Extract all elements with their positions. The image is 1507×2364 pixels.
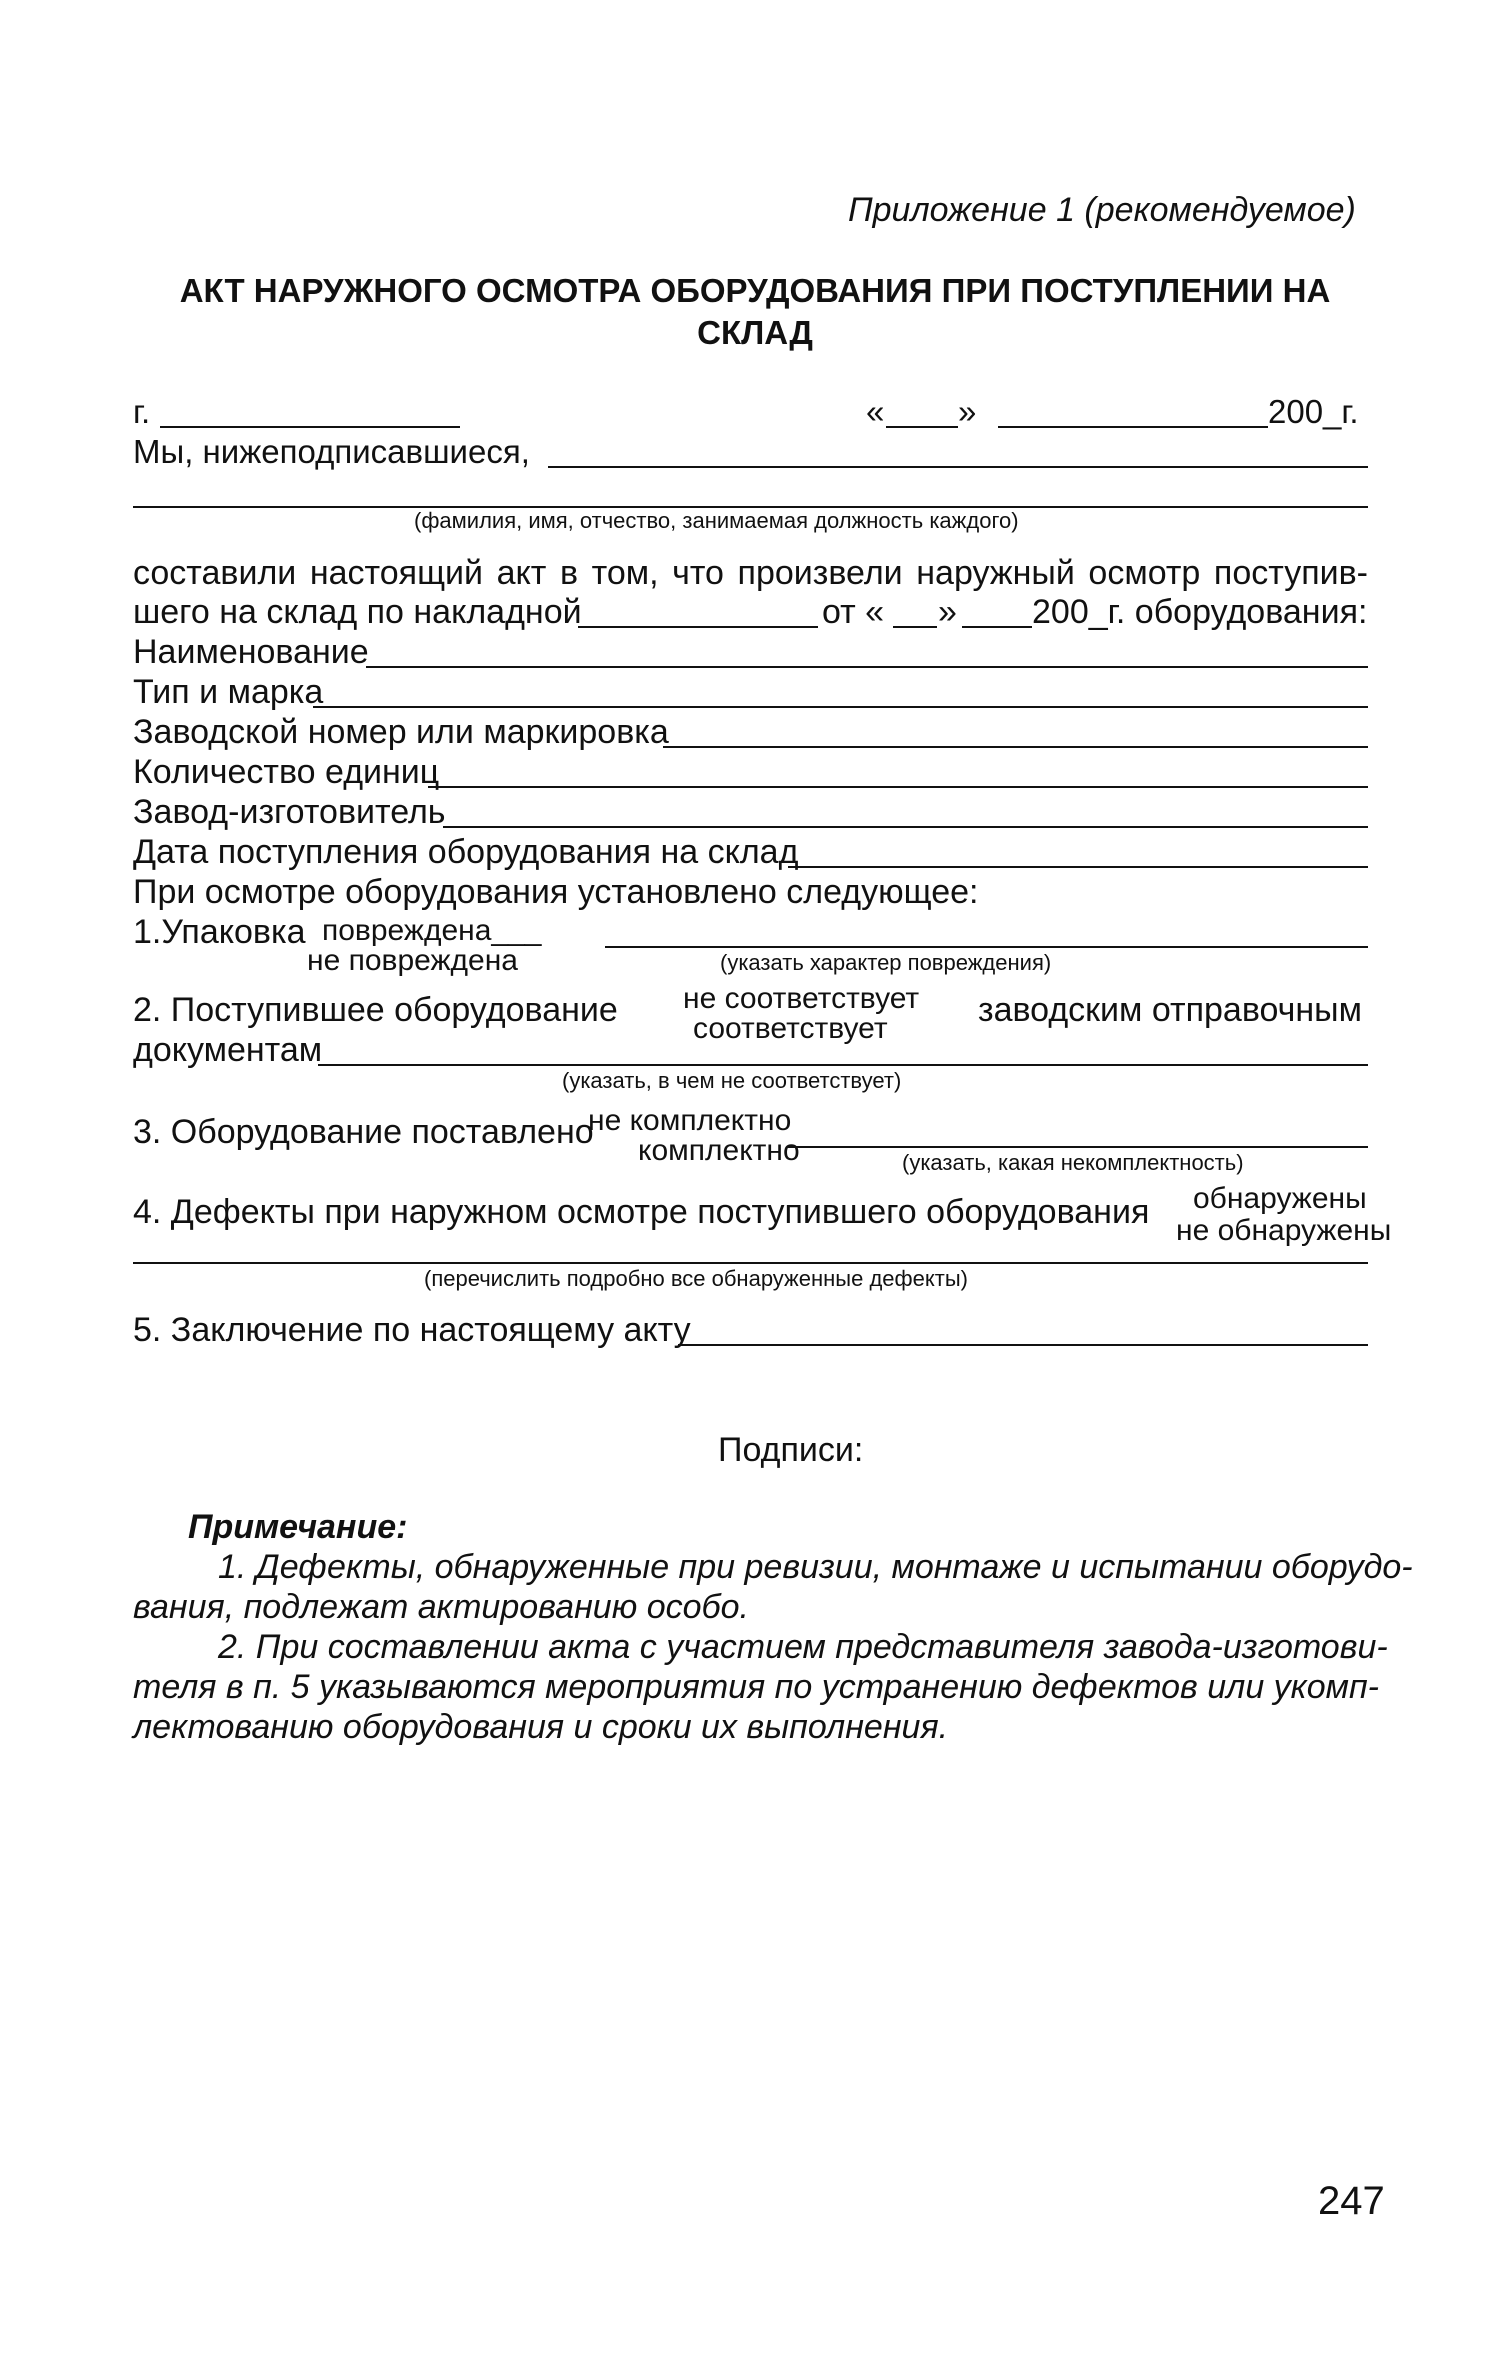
note-heading: Примечание: xyxy=(188,1508,408,1546)
date-close-quote: » xyxy=(958,393,977,430)
body-line-1: составили настоящий акт в том, что произвели наружный осмотр поступив- xyxy=(133,554,1368,592)
item1-option-damaged: повреждена___ xyxy=(322,914,542,947)
field-name-line[interactable] xyxy=(366,666,1368,668)
item5-line[interactable] xyxy=(678,1344,1368,1346)
item2-hint: (указать, в чем не соответствует) xyxy=(562,1068,902,1093)
item2-option-matches: соответствует xyxy=(693,1012,888,1045)
item1-hint: (указать характер повреждения) xyxy=(720,950,1052,975)
note-p1-line2: вания, подлежат актированию особо. xyxy=(133,1588,750,1626)
city-prefix: г. xyxy=(133,393,151,430)
waybill-month-line[interactable] xyxy=(962,626,1032,628)
item3-option-complete: комплектно xyxy=(638,1134,800,1167)
year-suffix: 200_г. xyxy=(1268,393,1359,430)
note-p1-line1: 1. Дефекты, обнаруженные при ревизии, монтаже и испытании оборудо- xyxy=(218,1548,1413,1586)
item2-option-not-matches: не соответствует xyxy=(683,982,920,1015)
waybill-day-line[interactable] xyxy=(893,626,937,628)
field-maker-label: Завод-изготовитель xyxy=(133,793,446,831)
item3-hint: (указать, какая некомплектность) xyxy=(902,1150,1244,1175)
item2-tail: заводским отправочным xyxy=(978,991,1362,1029)
field-arrival-line[interactable] xyxy=(788,866,1368,868)
field-arrival-label: Дата поступления оборудования на склад xyxy=(133,833,799,871)
month-line[interactable] xyxy=(998,426,1268,428)
item4-hint: (перечислить подробно все обнаруженные дефекты) xyxy=(424,1266,968,1291)
signers-line-1[interactable] xyxy=(548,466,1368,468)
field-maker-line[interactable] xyxy=(443,826,1368,828)
item2-line[interactable] xyxy=(318,1064,1368,1066)
item4-line[interactable] xyxy=(133,1262,1368,1264)
field-count-line[interactable] xyxy=(428,786,1368,788)
title-line-2: СКЛАД xyxy=(697,314,813,351)
document-title xyxy=(125,270,1385,354)
signatures-label: Подписи: xyxy=(718,1431,864,1469)
note-p2-line2: теля в п. 5 указываются мероприятия по устранению дефектов или укомп- xyxy=(133,1668,1379,1706)
body-line-2c: » xyxy=(938,593,957,631)
field-serial-line[interactable] xyxy=(663,746,1368,748)
item4-option-not-found: не обнаружены xyxy=(1176,1214,1392,1247)
item1-label: 1.Упаковка xyxy=(133,913,306,951)
appendix-label: Приложение 1 (рекомендуемое) xyxy=(848,191,1356,229)
field-serial-label: Заводской номер или маркировка xyxy=(133,713,669,751)
item4-option-found: обнаружены xyxy=(1193,1182,1367,1215)
item4-label: 4. Дефекты при наружном осмотре поступившего оборудования xyxy=(133,1193,1150,1231)
waybill-number-line[interactable] xyxy=(578,626,818,628)
we-signed-label: Мы, нижеподписавшиеся, xyxy=(133,433,530,470)
note-p2-line3: лектованию оборудования и сроки их выполнения. xyxy=(133,1708,949,1746)
field-count-label: Количество единиц xyxy=(133,753,440,791)
item3-option-incomplete: не комплектно xyxy=(588,1104,792,1137)
item2-docs-label: документам xyxy=(133,1031,323,1069)
item3-line[interactable] xyxy=(788,1146,1368,1148)
names-hint: (фамилия, имя, отчество, занимаемая должность каждого) xyxy=(414,508,1019,533)
inspection-intro: При осмотре оборудования установлено следующее: xyxy=(133,873,979,911)
title-line-1: АКТ НАРУЖНОГО ОСМОТРА ОБОРУДОВАНИЯ ПРИ ПОСТУПЛЕНИИ НА xyxy=(179,272,1331,309)
item5-label: 5. Заключение по настоящему акту xyxy=(133,1311,691,1349)
field-type-label: Тип и марка xyxy=(133,673,324,711)
body-line-2b: от « xyxy=(822,593,885,631)
item3-label: 3. Оборудование поставлено xyxy=(133,1113,594,1151)
date-open-quote: « xyxy=(866,393,885,430)
day-line[interactable] xyxy=(886,426,958,428)
field-name-label: Наименование xyxy=(133,633,369,671)
body-line-2a: шего на склад по накладной xyxy=(133,593,582,631)
item1-option-not-damaged: не повреждена xyxy=(307,944,518,977)
city-line[interactable] xyxy=(160,426,460,428)
item2-label: 2. Поступившее оборудование xyxy=(133,991,618,1029)
field-type-line[interactable] xyxy=(313,706,1368,708)
note-p2-line1: 2. При составлении акта с участием представителя завода-изготови- xyxy=(218,1628,1388,1666)
body-line-2d: 200_г. оборудования: xyxy=(1032,593,1368,631)
page-number: 247 xyxy=(1318,2179,1385,2223)
item1-line[interactable] xyxy=(605,946,1368,948)
